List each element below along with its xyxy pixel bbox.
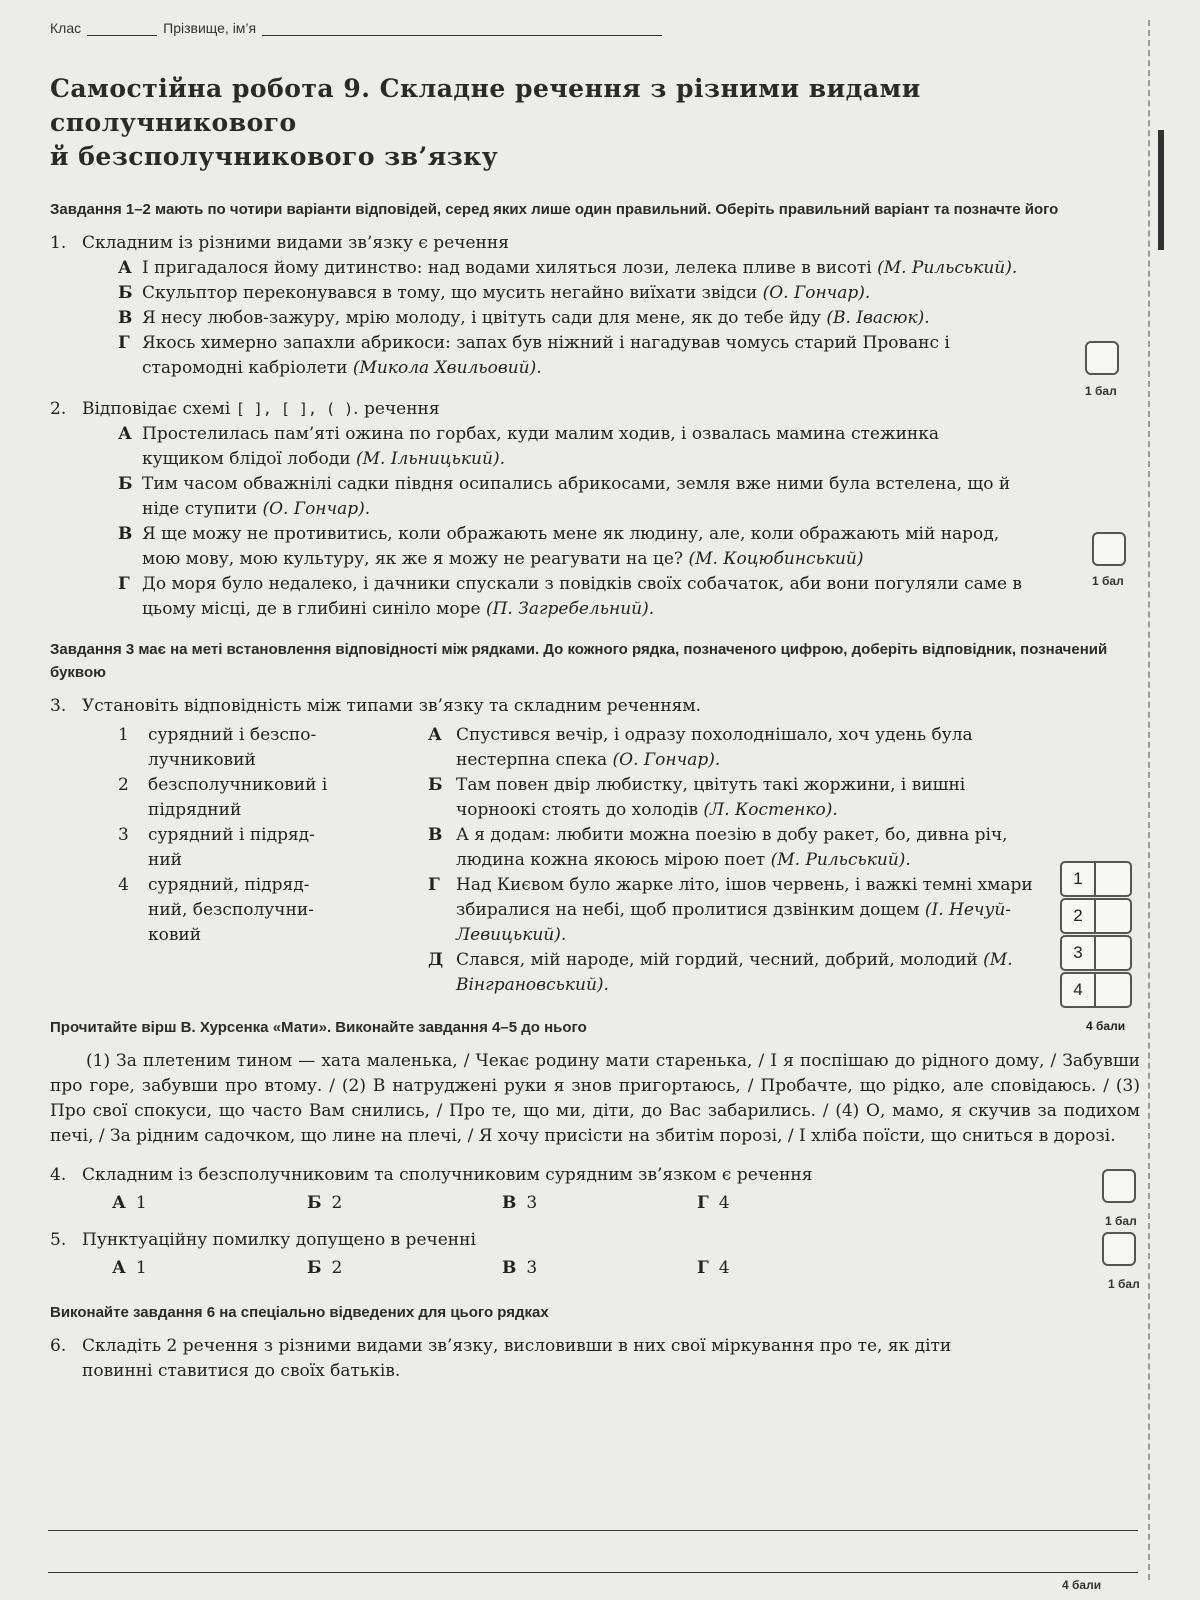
question-1-stem: [50, 231, 1140, 256]
sentence-text: Там повен двір любистку, цвітуть такі жоржини, і вишні чорноокі стоять до холодів: [456, 775, 966, 820]
question-5-stem: [50, 1228, 1140, 1253]
sentence-text: Слався, мій народе, мій гордий, чесний, добрий, молодий: [456, 950, 978, 970]
question-1-option-v: [118, 306, 1140, 331]
question-1-option-a: [118, 256, 1140, 281]
question-3-number: 3.: [50, 696, 67, 716]
choice-v: [502, 1253, 697, 1283]
question-5: [50, 1228, 1140, 1291]
type-item: [118, 823, 418, 873]
sentence-item: [428, 873, 1140, 948]
type-item: [118, 773, 418, 823]
answer-row-number: 1: [1060, 861, 1096, 897]
sentence-text: А я додам: любити можна поезію в добу ракет, бо, дивна річ, людина кожна якоюсь мірою поет: [456, 825, 1008, 870]
question-5-choices: [50, 1253, 1140, 1283]
question-4-text: Складним із безсполучниковим та сполучниковим сурядним зв’язком є речення: [82, 1165, 813, 1185]
answer-line-1[interactable]: [48, 1530, 1138, 1531]
question-4: [50, 1163, 1140, 1228]
choice-b: [307, 1253, 502, 1283]
question-3-score: 4 бали: [1086, 1019, 1126, 1033]
type-text: безсполучниковий і підрядний: [148, 775, 328, 820]
option-author: (П. Загребельний).: [485, 599, 655, 619]
class-label: Клас: [50, 20, 82, 36]
choice-letter: Г: [697, 1258, 709, 1278]
sentence-item: [428, 723, 1140, 773]
choice-value: 4: [718, 1258, 730, 1278]
option-letter: Б: [118, 283, 133, 303]
question-4-score: 1 бал: [1105, 1214, 1137, 1228]
sentence-item: [428, 948, 1140, 998]
sentence-text: Над Києвом було жарке літо, ішов червень, і важкі темні хмари збиралися на небі, щоб пролитися дзвінким дощем: [456, 875, 1033, 920]
cut-line: [1148, 20, 1150, 1580]
answer-cell[interactable]: [1096, 861, 1132, 897]
name-field[interactable]: [262, 22, 662, 36]
answer-line-2[interactable]: [48, 1572, 1138, 1573]
choice-value: 3: [526, 1193, 538, 1213]
question-2-number: 2.: [50, 399, 67, 419]
sentence-letter: В: [428, 825, 443, 845]
sentence-letter: Г: [428, 875, 440, 895]
option-text: І пригадалося йому дитинство: над водами хиляться лози, лелека пливе в висоті: [142, 258, 872, 278]
type-text: сурядний, підряд- ний, безсполучни- ковий: [148, 875, 314, 945]
header: [50, 14, 1140, 36]
choice-value: 2: [331, 1258, 343, 1278]
question-2-option-h: [118, 572, 1140, 622]
choice-a: [112, 1188, 307, 1218]
choice-letter: Б: [307, 1193, 322, 1213]
answer-cell[interactable]: [1096, 935, 1132, 971]
question-1-option-h: [118, 331, 1140, 381]
type-number: 4: [118, 875, 129, 895]
answer-row-number: 2: [1060, 898, 1096, 934]
option-letter: А: [118, 424, 132, 444]
sentence-text: Спустився вечір, і одразу похолоднішало, хоч удень була нестерпна спека: [456, 725, 973, 770]
choice-letter: А: [112, 1193, 126, 1213]
question-2-text-after: . речення: [353, 399, 440, 419]
sentence-author: (І. Нечуй-Левицький).: [456, 900, 1012, 945]
sentence-author: (М. Рильський).: [770, 850, 911, 870]
choice-letter: В: [502, 1193, 517, 1213]
choice-letter: Г: [697, 1193, 709, 1213]
question-2-score: 1 бал: [1092, 574, 1124, 588]
question-5-score: 1 бал: [1108, 1277, 1140, 1291]
class-field[interactable]: [87, 22, 157, 36]
question-5-answer-box[interactable]: [1102, 1232, 1136, 1266]
answer-row-number: 3: [1060, 935, 1096, 971]
option-letter: Г: [118, 574, 130, 594]
sentence-item: [428, 773, 1140, 823]
answer-cell[interactable]: [1096, 972, 1132, 1008]
question-2-schema: [ ], [ ], ( ): [235, 400, 354, 418]
type-number: 3: [118, 825, 129, 845]
answer-row: [1060, 934, 1132, 971]
question-2-text: Відповідає схемі: [82, 399, 231, 419]
question-5-number: 5.: [50, 1230, 67, 1250]
instruction-1: Завдання 1–2 мають по чотири варіанти відповідей, серед яких лише один правильний. Оберіть правильний варіант та позначте його: [50, 201, 1059, 218]
answer-row: [1060, 860, 1132, 897]
question-2: [50, 397, 1140, 622]
type-item: [118, 723, 418, 773]
choice-letter: В: [502, 1258, 517, 1278]
question-6-stem: [50, 1334, 1140, 1384]
option-author: (М. Рильський).: [877, 258, 1018, 278]
type-text: сурядний і підряд- ний: [148, 825, 315, 870]
option-author: (О. Гончар).: [762, 283, 871, 303]
option-letter: А: [118, 258, 132, 278]
question-1-text: Складним із різними видами зв’язку є речення: [82, 233, 509, 253]
type-number: 1: [118, 725, 129, 745]
option-text: Я ще можу не противитись, коли ображають мене як людину, але, коли ображають мій народ, мою мову, мою культуру, як же я можу не реагувати на це?: [142, 524, 1000, 569]
poem-text: (1) За плетеним тином — хата маленька, / Чекає родину мати старенька, / І я поспішаю до рідного дому, / Забувши про горе, забувши про втому. / (2) В натруджені руки я знов пригортаюсь, / Пробачте, що рідко, але сповідаюсь. / (3) Про свої спокуси, що часто Вам снились, / Про те, що ми, діти, до Вас забарились. / (4) О, мамо, я скучив за подихом печі, / За рідним садочком, що лине на плечі, / Я хочу присісти на збитім порозі, / І хліба поїсти, що сниться в дорозі.: [50, 1051, 1140, 1146]
choice-h: [697, 1188, 892, 1218]
question-4-number: 4.: [50, 1165, 67, 1185]
question-3-matching: [50, 723, 1140, 998]
option-author: (М. Коцюбинський): [688, 549, 864, 569]
question-3-types: [118, 723, 418, 998]
option-author: (Микола Хвильовий).: [352, 358, 542, 378]
sentence-letter: А: [428, 725, 442, 745]
question-6: [50, 1334, 1140, 1384]
choice-value: 4: [718, 1193, 730, 1213]
choice-h: [697, 1253, 892, 1283]
question-6-score: 4 бали: [1062, 1578, 1102, 1592]
sentence-item: [428, 823, 1140, 873]
question-4-choices: [50, 1188, 1140, 1218]
option-letter: Г: [118, 333, 130, 353]
title-line-2: й безсполучникового зв’язку: [50, 142, 499, 171]
question-2-options: [50, 422, 1140, 622]
instruction-2: Завдання 3 має на меті встановлення відповідності між рядками. До кожного рядка, позначеного цифрою, доберіть відповідник, позначений буквою: [50, 641, 1108, 681]
sentence-letter: Б: [428, 775, 443, 795]
question-1-score: 1 бал: [1085, 384, 1117, 398]
option-author: (М. Ільницький).: [355, 449, 505, 469]
question-3-text: Установіть відповідність між типами зв’язку та складним реченням.: [82, 696, 702, 716]
question-1-option-b: [118, 281, 1140, 306]
option-text: Я несу любов-зажуру, мрію молоду, і цвітуть сади для мене, як до тебе йду: [142, 308, 821, 328]
choice-letter: Б: [307, 1258, 322, 1278]
choice-v: [502, 1188, 697, 1218]
answer-cell[interactable]: [1096, 898, 1132, 934]
instruction-3: Прочитайте вірш В. Хурсенка «Мати». Виконайте завдання 4–5 до нього: [50, 1019, 587, 1036]
choice-value: 2: [331, 1193, 343, 1213]
question-2-stem: [50, 397, 1140, 422]
choice-value: 1: [135, 1258, 147, 1278]
question-1-answer-box[interactable]: [1085, 341, 1119, 375]
question-2-option-v: [118, 522, 1140, 572]
question-4-answer-box[interactable]: [1102, 1169, 1136, 1203]
name-label: Прізвище, ім’я: [163, 20, 257, 36]
option-letter: В: [118, 308, 133, 328]
question-5-text: Пунктуаційну помилку допущено в реченні: [82, 1230, 476, 1250]
option-letter: Б: [118, 474, 133, 494]
question-6-text: Складіть 2 речення з різними видами зв’язку, висловивши в них свої міркування про те, як діти повинні ставитися до своїх батьків.: [82, 1336, 952, 1381]
page-title: [50, 72, 1140, 174]
title-line-1: Самостійна робота 9. Складне речення з різними видами сполучникового: [50, 74, 921, 137]
type-text: сурядний і безспо- лучниковий: [148, 725, 317, 770]
choice-value: 1: [135, 1193, 147, 1213]
instruction-4: Виконайте завдання 6 на спеціально відведених для цього рядках: [50, 1304, 549, 1321]
page-edge-shadow: [1158, 130, 1164, 250]
question-3-sentences: [428, 723, 1140, 998]
type-item: [118, 873, 418, 948]
option-text: До моря було недалеко, і дачники спускали з повідків своїх собачаток, аби вони погуляли саме в цьому місці, де в глибині синіло море: [142, 574, 1022, 619]
question-2-option-b: [118, 472, 1140, 522]
question-1-options: [50, 256, 1140, 381]
option-author: (О. Гончар).: [262, 499, 371, 519]
option-author: (В. Івасюк).: [826, 308, 930, 328]
option-text: Скульптор переконувався в тому, що мусить негайно виїхати звідси: [142, 283, 758, 303]
question-1: [50, 231, 1140, 398]
choice-a: [112, 1253, 307, 1283]
answer-row-number: 4: [1060, 972, 1096, 1008]
choice-b: [307, 1188, 502, 1218]
answer-row: [1060, 971, 1132, 1008]
question-6-number: 6.: [50, 1336, 67, 1356]
sentence-letter: Д: [428, 950, 444, 970]
question-3-answer-grid: [1060, 860, 1132, 1039]
sentence-author: (М. Вінграновський).: [456, 950, 1013, 995]
option-text: Якось химерно запахли абрикоси: запах був ніжний і нагадував чомусь старий Прованс і старомодні кабріолети: [142, 333, 950, 378]
option-text: Простелилась пам’яті ожина по горбах, куди малим ходив, і озвалась мамина стежинка кущиком блідої лободи: [142, 424, 940, 469]
question-1-number: 1.: [50, 233, 67, 253]
question-2-answer-box[interactable]: [1092, 532, 1126, 566]
type-number: 2: [118, 775, 129, 795]
question-3-stem: [50, 694, 1140, 719]
sentence-author: (Л. Костенко).: [703, 800, 838, 820]
question-4-stem: [50, 1163, 1140, 1188]
sentence-author: (О. Гончар).: [612, 750, 721, 770]
option-text: Тим часом обважнілі садки півдня осипались абрикосами, земля вже ними була встелена, що й ніде ступити: [142, 474, 1011, 519]
option-letter: В: [118, 524, 133, 544]
choice-letter: А: [112, 1258, 126, 1278]
question-2-option-a: [118, 422, 1140, 472]
answer-row: [1060, 897, 1132, 934]
choice-value: 3: [526, 1258, 538, 1278]
